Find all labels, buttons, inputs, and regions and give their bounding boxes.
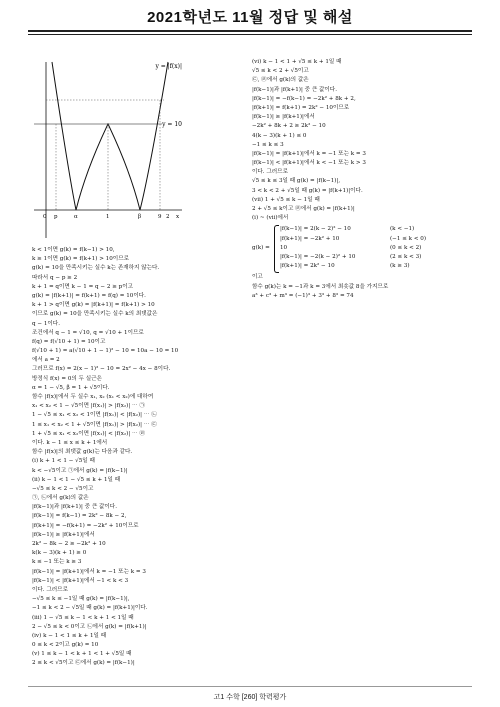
solution-line: k < −√5이고 ㉠에서 g(k) = |f(k−1)| xyxy=(32,467,128,474)
header-rule xyxy=(28,30,472,32)
solution-line: (ⅲ) 1 − √5 ≤ k − 1 < k + 1 < 1일 때 xyxy=(32,614,134,621)
x-label-0: 0 xyxy=(43,214,47,220)
curve-label: y = |f(x)| xyxy=(155,63,182,70)
solution-line: −√5 ≤ k ≤ −1일 때 g(k) = |f(k−1)|, xyxy=(32,596,130,603)
solution-line: 이다. 그러므로 xyxy=(32,586,68,593)
footer-rule xyxy=(28,686,472,687)
solution-line: √5 ≤ k ≤ 3일 때 g(k) = |f(k−1)|, xyxy=(252,178,341,185)
solution-line: 3 < k < 2 + √5일 때 g(k) = |f(k+1)|이다. xyxy=(252,187,363,194)
solution-line: q − 1이다. xyxy=(32,320,60,327)
x-label-x: x xyxy=(176,214,180,220)
piecewise-lhs: g(k) = xyxy=(252,245,270,252)
header-rule-thin xyxy=(28,34,472,35)
x-label-q: 9 xyxy=(158,214,162,220)
solution-line: 4(k − 3)(k + 1) ≤ 0 xyxy=(252,132,307,139)
solution-line: 조건에서 q − 1 = √10, q = √10 + 1이므로 xyxy=(32,329,144,336)
x-label-1: 1 xyxy=(106,214,110,220)
solution-line: |f(k−1)| = −f(k−1) = −2k² + 8k + 2, xyxy=(252,95,356,102)
x-label-p: p xyxy=(54,214,58,220)
piecewise-case-row xyxy=(280,253,470,262)
solution-line: (ⅰ) k + 1 < 1 − √5일 때 xyxy=(32,458,95,465)
solution-line: 이고 xyxy=(252,274,263,281)
solution-line: (ⅵ) k − 1 < 1 + √5 ≤ k + 1일 때 xyxy=(252,59,342,65)
solution-line: f(√10 + 1) = a(√10 + 1 − 1)² − 10 = 10a − 10 = 10 xyxy=(32,348,179,355)
solution-line: |f(k−1)| ≥ |f(k+1)|에서 xyxy=(252,114,315,121)
piecewise-brace xyxy=(274,225,279,273)
case-expression: |f(k+1)| = −2k² + 10 xyxy=(280,235,340,242)
solution-line: a³ + c³ + m³ = (−1)³ + 3³ + 8³ = 74 xyxy=(252,292,354,299)
solution-line: k + 1 > q이면 g(k) = |f(k+1)| = f(k+1) > 10 xyxy=(32,302,155,309)
solution-line: 방정식 f(x) = 0의 두 실근은 xyxy=(32,375,102,382)
piecewise-definition xyxy=(252,225,470,271)
solution-line: (ⅰ) ~ (ⅶ)에서 xyxy=(252,215,289,222)
solution-line: |f(k−1)| = |f(k+1)|에서 k = −1 또는 k = 3 xyxy=(252,150,366,157)
solution-line: |f(k−1)|과 |f(k+1)| 중 큰 값이다. xyxy=(252,86,337,93)
solution-line: |f(k+1)| = f(k+1) = 2k² − 10이므로 xyxy=(252,104,350,111)
solution-line: α = 1 − √5, β = 1 + √5이다. xyxy=(32,384,110,391)
piecewise-case-row xyxy=(280,244,470,253)
case-expression: |f(k−1)| = 2(k − 2)² − 10 xyxy=(280,226,351,233)
solution-line: 함수 |f(x)|의 최댓값 g(k)는 다음과 같다. xyxy=(32,449,133,456)
solution-line: |f(k−1)| < |f(k+1)|에서 k < −1 또는 k > 3 xyxy=(252,160,366,167)
solution-line: k ≤ −1 또는 k ≥ 3 xyxy=(32,559,82,566)
right-column-top xyxy=(252,58,470,223)
case-condition: (2 ≤ k < 3) xyxy=(390,253,422,260)
solution-line: 1 + √5 ≤ x₁ < x₂이면 |f(x₁)| < |f(x₂)| ⋯ ㉣ xyxy=(32,430,145,437)
solution-line: 이다. k − 1 ≤ x ≤ k + 1에서 xyxy=(32,439,108,446)
left-column xyxy=(32,246,242,669)
solution-line: 그러므로 f(x) = 2(x − 1)² − 10 = 2x² − 4x − 8이다. xyxy=(32,366,171,373)
solution-line: k + 1 = q이면 k − 1 = q − 2 ≥ p이고 xyxy=(32,283,134,290)
case-expression: 10 xyxy=(280,244,288,251)
case-expression: |f(k+1)| = 2k² − 10 xyxy=(280,263,335,270)
piecewise-cases xyxy=(252,225,470,271)
x-label-2: 2 xyxy=(166,214,170,220)
solution-line: −1 ≤ k < 2 − √5일 때 g(k) = |f(k+1)|이다. xyxy=(32,605,148,612)
case-expression: |f(k−1)| = −2(k − 2)² + 10 xyxy=(280,253,356,260)
solution-line: (ⅶ) 1 + √5 ≤ k − 1일 때 xyxy=(252,196,320,203)
solution-line: ㉢, ㉣에서 g(k)의 값은 xyxy=(252,77,309,84)
piecewise-case-row xyxy=(280,262,470,271)
solution-line: 1 ≤ x₁ < x₂ < 1 + √5이면 |f(x₁)| > |f(x₂)| ⋯ ㉢ xyxy=(32,421,157,428)
solution-line: √5 ≤ k < 2 + √5이고 xyxy=(252,68,309,75)
solution-line: |f(k−1)| = |f(k+1)|에서 k = −1 또는 k = 3 xyxy=(32,568,146,575)
solution-line: |f(k−1)| ≥ |f(k+1)|에서 xyxy=(32,531,95,538)
solution-line: ㉠, ㉡에서 g(k)의 값은 xyxy=(32,495,89,502)
solution-line: 2 ≤ k < √5이고 ㉢에서 g(k) = |f(k−1)| xyxy=(32,660,135,667)
solution-line: 2 − √5 ≤ k < 0이고 ㉡에서 g(k) = |f(k+1)| xyxy=(32,623,147,630)
right-column xyxy=(252,58,470,301)
solution-line: 이므로 g(k) = 10을 만족시키는 실수 k의 최댓값은 xyxy=(32,311,158,318)
solution-line: (ⅳ) k − 1 < 1 ≤ k + 1일 때 xyxy=(32,632,107,639)
solution-line: 함수 g(k)는 k = −1과 k = 3에서 최솟값 8을 가지므로 xyxy=(252,283,389,290)
solution-line: |f(k−1)|과 |f(k+1)| 중 큰 값이다. xyxy=(32,504,117,511)
solution-line: (ⅴ) 1 ≤ k − 1 < k + 1 < 1 + √5일 때 xyxy=(32,651,132,658)
solution-line: 함수 |f(x)|에서 두 실수 x₁, x₂ (x₁ < x₂)에 대하여 xyxy=(32,394,154,400)
solution-line: −√5 ≤ k < 2 − √5이고 xyxy=(32,485,94,492)
abs-f-curve xyxy=(52,62,168,210)
solution-line: (ⅱ) k − 1 < 1 − √5 ≤ k + 1일 때 xyxy=(32,476,121,483)
case-condition: (k < −1) xyxy=(390,226,415,233)
case-condition: (k ≥ 3) xyxy=(390,263,410,270)
solution-line: 0 ≤ k < 2이고 g(k) = 10 xyxy=(32,642,99,649)
solution-line: −1 ≤ k ≤ 3 xyxy=(252,141,284,148)
line-label: y = 10 xyxy=(162,121,182,128)
page-footer: 고1 수학 [260] 학력평가 xyxy=(213,694,287,701)
case-condition: (0 ≤ k < 2) xyxy=(390,244,422,251)
solution-line: g(k) = 10을 만족시키는 실수 k는 존재하지 않는다. xyxy=(32,265,160,272)
solution-line: 2 + √5 ≤ k이고 ㉣에서 g(k) = |f(k+1)| xyxy=(252,206,355,212)
solution-line: 1 − √5 ≤ x₁ < x₂ < 1이면 |f(x₁)| < |f(x₂)| ⋯ ㉡ xyxy=(32,412,157,419)
case-condition: (−1 ≤ k < 0) xyxy=(390,235,427,242)
solution-line: f(q) = f(√10 + 1) = 10이고 xyxy=(32,338,106,345)
solution-line: k(k − 3)(k + 1) ≥ 0 xyxy=(32,550,87,557)
solution-line: |f(k+1)| = −f(k+1) = −2k² + 10이므로 xyxy=(32,522,139,529)
solution-line: 에서 a = 2 xyxy=(32,357,60,364)
x-label-alpha: α xyxy=(74,214,78,220)
solution-line: |f(k−1)| = f(k−1) = 2k² − 8k − 2, xyxy=(32,513,127,520)
solution-line: −2k² + 8k + 2 ≥ 2k² − 10 xyxy=(252,123,326,130)
solution-line: x₁ < x₂ < 1 − √5이면 |f(x₁)| > |f(x₂)| ⋯ ㉠ xyxy=(32,403,145,410)
x-label-beta: β xyxy=(138,214,142,220)
solution-line: g(k) = |f(k+1)| = f(k+1) = f(q) = 10이다. xyxy=(32,292,146,299)
piecewise-case-row xyxy=(280,235,470,244)
solution-line: 2k² − 8k − 2 ≥ −2k² + 10 xyxy=(32,541,106,547)
page-title: 2021학년도 11월 정답 및 해설 xyxy=(147,9,353,26)
right-column-bottom xyxy=(252,273,470,301)
solution-line: 이다. 그러므로 xyxy=(252,169,288,176)
page-header xyxy=(0,0,500,40)
function-graph xyxy=(32,60,184,240)
solution-line: k ≥ 1이면 g(k) = f(k+1) > 10이므로 xyxy=(32,256,129,263)
solution-line: |f(k−1)| < |f(k+1)|에서 −1 < k < 3 xyxy=(32,577,129,584)
solution-line: 따라서 q − p ≥ 2 xyxy=(32,274,78,281)
solution-line: k < 1이면 g(k) = f(k−1) > 10, xyxy=(32,247,115,253)
piecewise-case-row xyxy=(280,225,470,234)
